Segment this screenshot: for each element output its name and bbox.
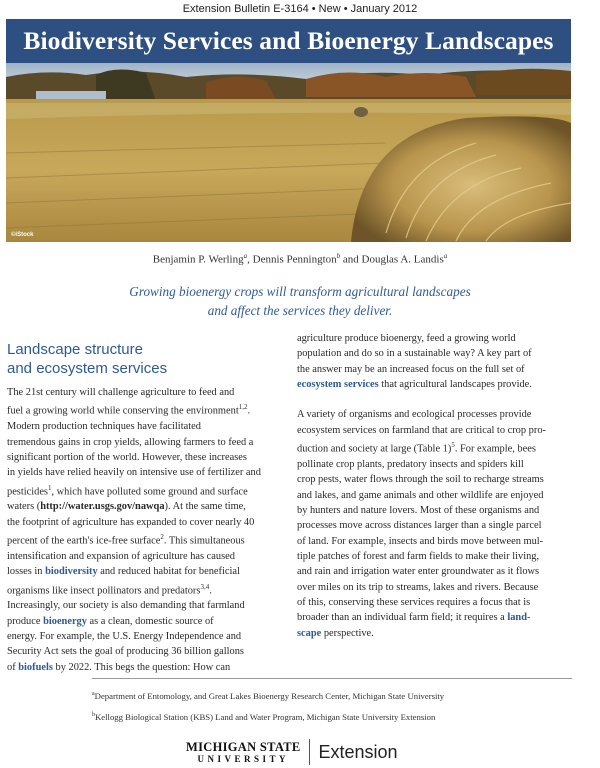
- paragraph: [297, 331, 572, 392]
- body-text: . This simultaneous: [163, 535, 245, 547]
- body-line: [7, 499, 269, 514]
- body-text: .: [247, 405, 251, 417]
- footnote: [92, 706, 572, 727]
- affiliation-mark: b: [92, 711, 95, 718]
- body-line: of land. For example, insects and birds move between mul-: [297, 535, 544, 547]
- body-line: [7, 614, 269, 629]
- body-line: significant portion of the world. However, these increases: [7, 451, 247, 463]
- body-text: duction and society at large (Table 1): [297, 443, 452, 455]
- body-line: [297, 610, 572, 625]
- body-line: Modern production techniques have facilitated: [7, 421, 201, 433]
- tagline-line: and affect the services they deliver.: [207, 303, 393, 318]
- field-hay-bale-photo-icon: [6, 63, 571, 242]
- body-line: ecosystem services on farmland that are critical to crop pro-: [297, 424, 546, 436]
- left-column: [7, 385, 269, 675]
- body-line: population and do so in a sustainable way? A key part of: [297, 348, 532, 360]
- footnote-text: Department of Entomology, and Great Lakes Bioenergy Research Center, Michigan State University: [94, 690, 445, 701]
- usgs-link[interactable]: http://water.usgs.gov/nawqa: [40, 501, 165, 513]
- body-line: [7, 530, 269, 549]
- bulletin-line: Extension Bulletin E-3164 • New • January 2012: [182, 3, 418, 15]
- header-photo: [6, 63, 571, 242]
- citation-mark: 5: [451, 441, 455, 450]
- title-banner: [6, 19, 571, 63]
- msu-wordmark-line: MICHIGAN STATE: [186, 739, 301, 754]
- body-line: Increasingly, our society is also demanding that farmland: [7, 600, 245, 612]
- photo-credit: ©iStock: [11, 232, 34, 238]
- affiliation-mark: a: [243, 252, 248, 260]
- tagline-line: Growing bioenergy crops will transform agricultural landscapes: [129, 284, 471, 299]
- glossary-term-biodiversity: biodiversity: [45, 566, 98, 578]
- body-text: . For example, bees: [454, 443, 536, 455]
- citation-mark: 3,4: [200, 582, 210, 591]
- body-text: waters (: [7, 501, 41, 513]
- body-line: tiple patches of forest and farm fields to make their living,: [297, 550, 540, 562]
- body-line: the answer may be an increased focus on the full set of: [297, 363, 525, 375]
- body-text: losses in: [7, 566, 46, 578]
- glossary-term-ecosystem-services: ecosystem services: [297, 379, 379, 391]
- body-text: ). At the same time,: [164, 501, 246, 513]
- page-title: Biodiversity Services and Bioenergy Landscapes: [23, 26, 554, 55]
- body-text: organisms like insect pollinators and predators: [7, 585, 201, 596]
- citation-mark: 1: [47, 483, 52, 492]
- author-name: Benjamin P. Werling: [152, 253, 244, 266]
- body-line: by hunters and nature lovers. Most of these organisms and: [297, 504, 540, 516]
- body-line: [297, 377, 572, 392]
- body-line: [297, 626, 572, 641]
- paragraph: [297, 407, 572, 641]
- footnote: [92, 685, 572, 706]
- affiliation-mark: b: [336, 252, 341, 260]
- msu-extension-logo: [186, 736, 398, 768]
- author-name: Dennis Pennington: [252, 253, 337, 266]
- body-line: [7, 400, 269, 419]
- footnote-text: Kellogg Biological Station (KBS) Land and Water Program, Michigan State University Extension: [95, 711, 436, 722]
- body-text: , which have polluted some ground and surface: [51, 486, 248, 497]
- footnotes: [92, 685, 572, 727]
- body-line: [7, 564, 269, 579]
- extension-wordmark: Extension: [318, 741, 398, 762]
- author-separator: and: [340, 253, 362, 266]
- body-text: of: [7, 661, 19, 673]
- affiliation-mark: a: [92, 691, 95, 697]
- body-text: perspective.: [321, 627, 374, 639]
- section-heading: [7, 340, 267, 378]
- body-line: The 21st century will challenge agriculture to feed and: [7, 387, 235, 398]
- body-line: [7, 580, 269, 599]
- citation-mark: 1,2: [238, 403, 248, 412]
- affiliation-mark: a: [443, 252, 448, 260]
- body-line: crop pests, water flows through the soil to recharge streams: [297, 474, 544, 486]
- body-text: that agricultural landscapes provide.: [378, 379, 532, 391]
- author-line: [0, 252, 600, 266]
- body-line: intensification and expansion of agriculture has caused: [7, 550, 235, 562]
- msu-wordmark: [186, 740, 301, 765]
- body-text: pesticides: [7, 486, 48, 497]
- glossary-term-bioenergy: bioenergy: [43, 615, 87, 627]
- body-text: and reduced habitat for beneficial: [97, 566, 240, 578]
- body-line: of this, conserving these services requires a focus that is: [297, 596, 531, 608]
- tagline: [0, 282, 600, 320]
- author-name: Douglas A. Landis: [361, 253, 444, 266]
- msu-wordmark-line: UNIVERSITY: [197, 753, 290, 764]
- body-line: [7, 481, 269, 500]
- body-text: percent of the earth's ice-free surface: [7, 535, 161, 547]
- section-heading-line: Landscape structure: [7, 341, 143, 358]
- body-line: agriculture produce bioenergy, feed a growing world: [297, 333, 516, 344]
- body-line: and rain and irrigation water enter groundwater as it flows: [297, 566, 540, 578]
- glossary-term-landscape: scape: [297, 627, 322, 639]
- body-line: Security Act sets the goal of producing 36 billion gallons: [7, 646, 244, 658]
- body-line: processes move across distances larger than a single parcel: [297, 520, 542, 532]
- body-text: by 2022. This begs the question: How can: [52, 661, 231, 673]
- section-heading-line: and ecosystem services: [7, 360, 168, 377]
- body-text: fuel a growing world while conserving the environment: [7, 405, 239, 417]
- body-line: pollinate crop plants, predatory insects and spiders kill: [297, 458, 524, 470]
- logo-divider: [309, 739, 310, 765]
- body-line: [297, 438, 572, 457]
- right-column: [297, 331, 572, 656]
- body-line: energy. For example, the U.S. Energy Independence and: [7, 631, 242, 643]
- body-line: the footprint of agriculture has expanded to cover nearly 40: [7, 516, 255, 528]
- body-line: tremendous gains in crop yields, allowing farmers to feed a: [7, 436, 254, 448]
- body-text: as a clean, domestic source of: [86, 615, 214, 627]
- body-text: broader than an individual farm field; it requires a: [297, 612, 508, 624]
- body-text: .: [209, 585, 212, 596]
- body-line: over miles on its trip to streams, lakes and rivers. Because: [297, 581, 539, 593]
- footnote-divider: [92, 678, 572, 679]
- glossary-term-landscape: land-: [507, 612, 531, 624]
- body-line: [7, 660, 269, 675]
- body-line: and lakes, and game animals and other wildlife are enjoyed: [297, 489, 544, 501]
- author-separator: ,: [247, 253, 253, 266]
- citation-mark: 2: [160, 533, 164, 542]
- body-line: A variety of organisms and ecological processes provide: [297, 409, 532, 421]
- body-text: produce: [7, 615, 44, 627]
- body-line: in yields have relied heavily on intensive use of fertilizer and: [7, 467, 261, 479]
- glossary-term-biofuels: biofuels: [18, 661, 53, 673]
